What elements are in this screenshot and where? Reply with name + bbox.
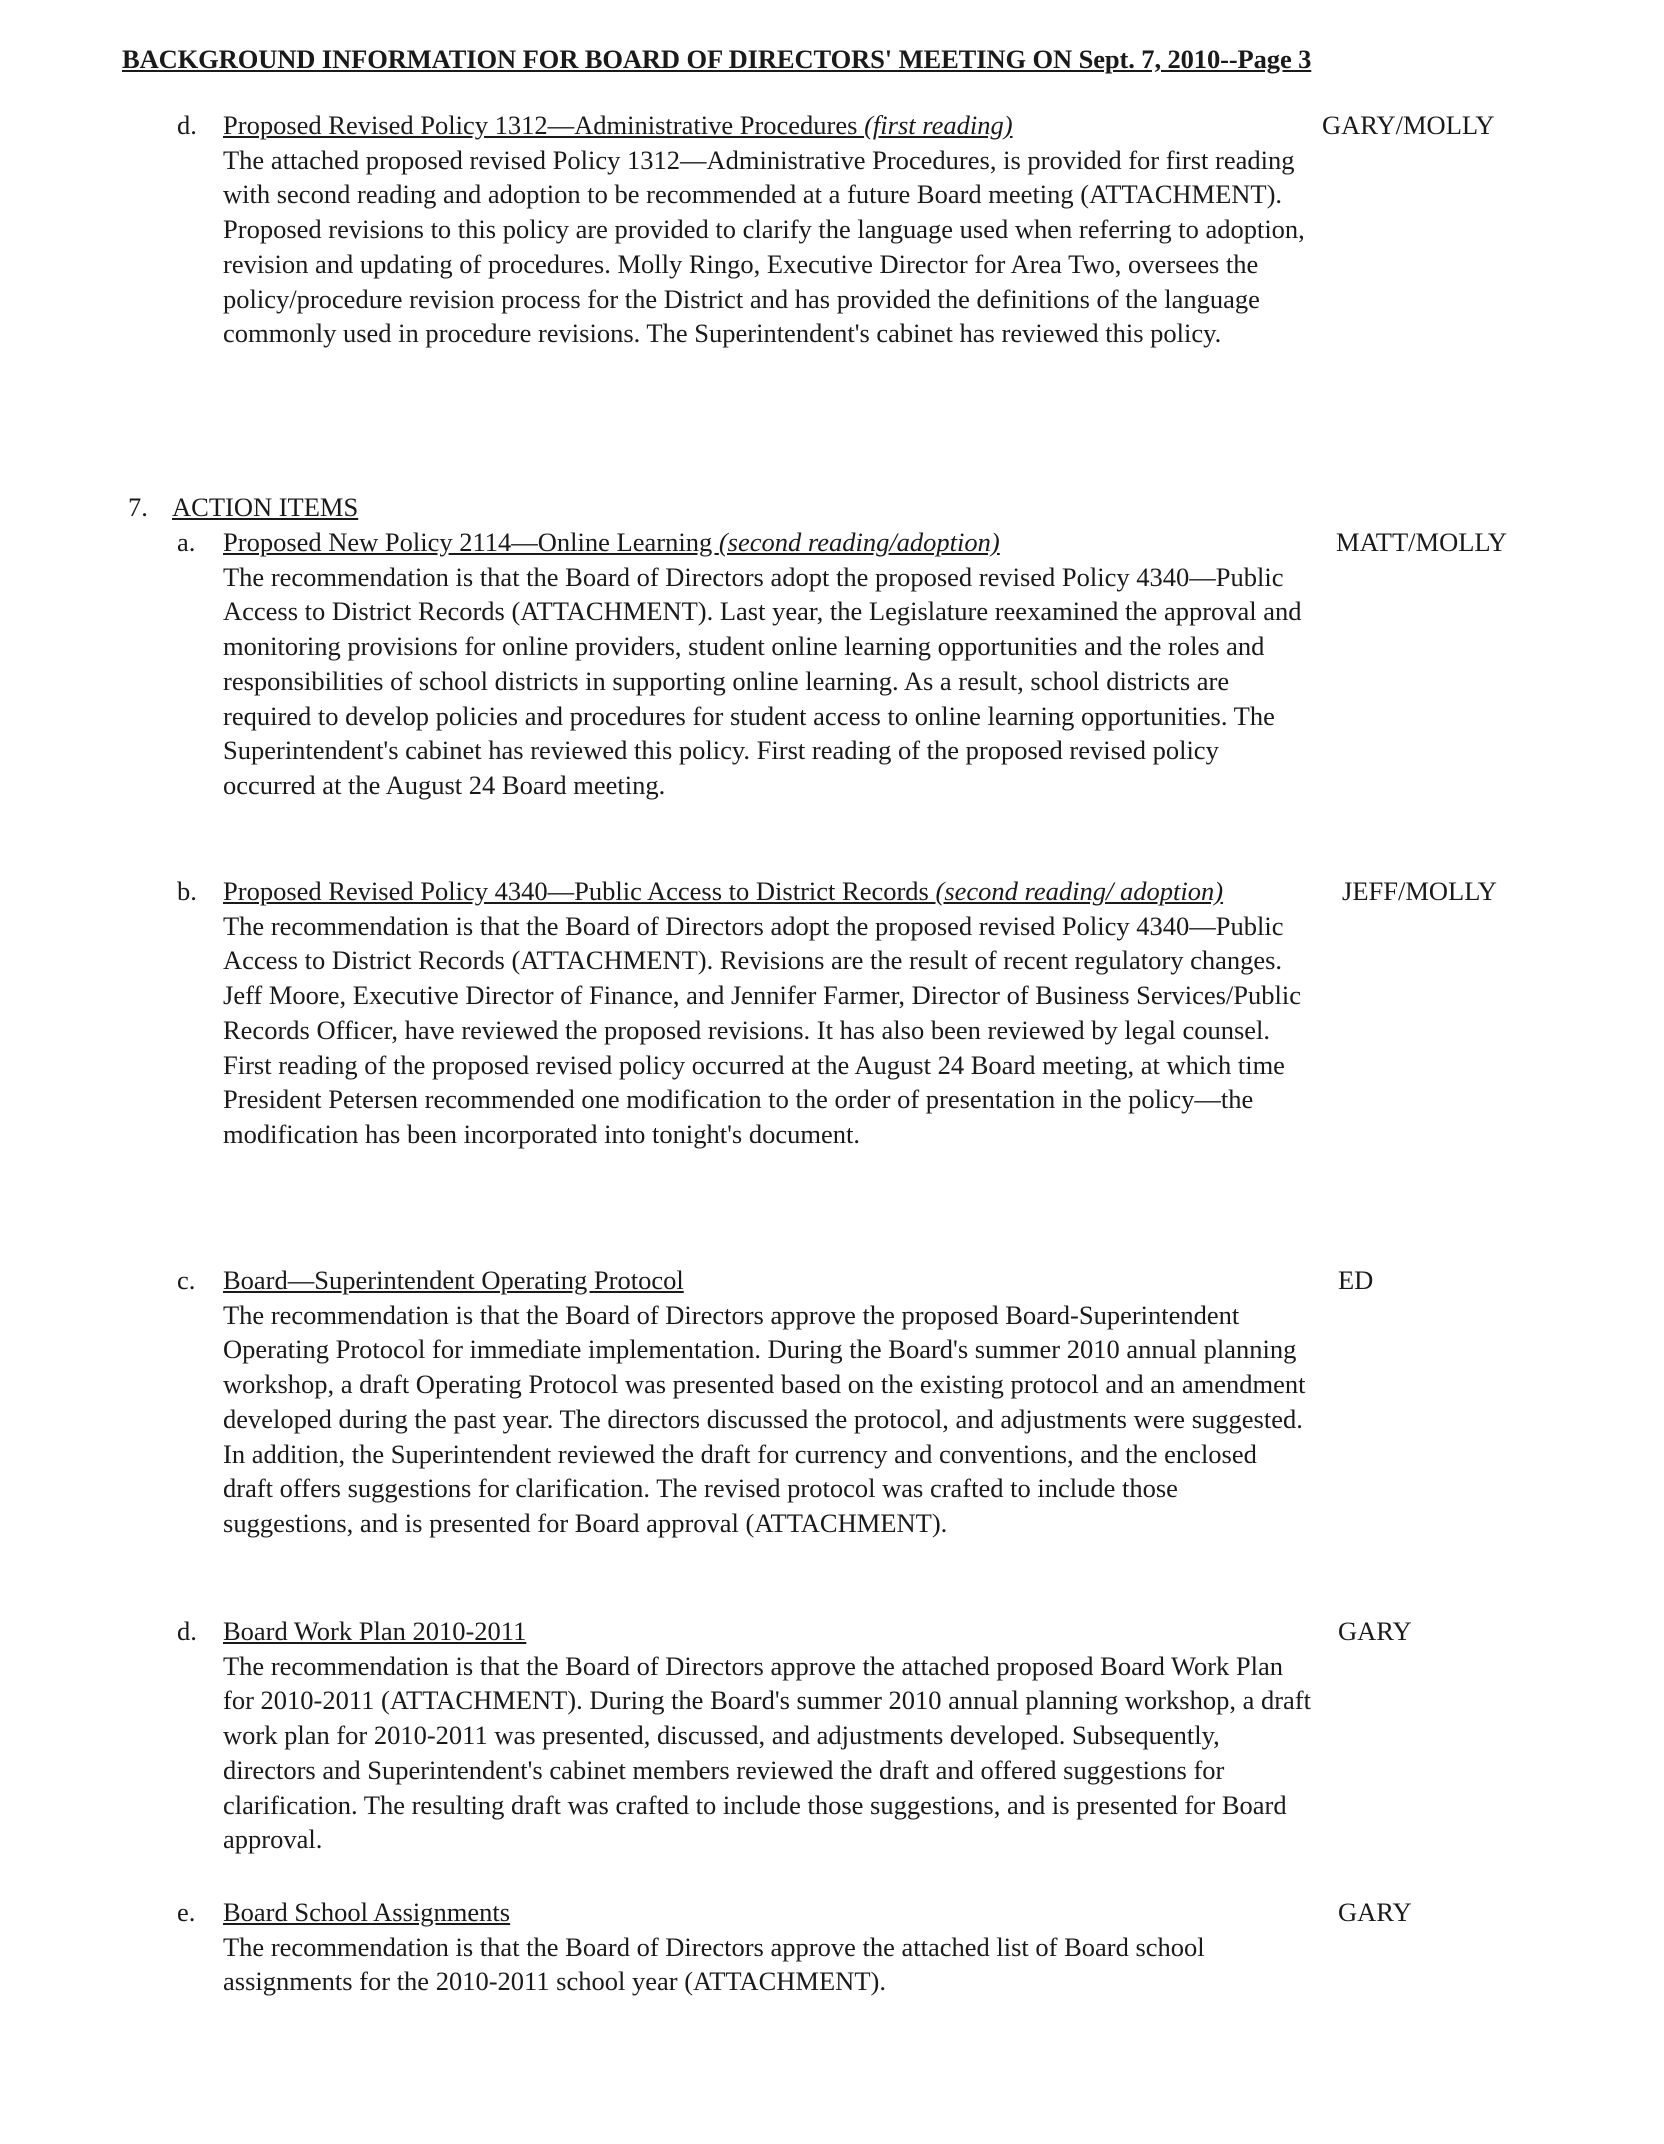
agenda-item-school-assignments	[177, 1895, 1313, 1999]
item-heading	[223, 1614, 1313, 1649]
item-marker: a.	[177, 527, 196, 557]
item-marker: c.	[177, 1265, 196, 1295]
item-marker: b.	[177, 876, 197, 906]
agenda-item-operating-protocol	[177, 1263, 1313, 1541]
item-assignee: MATT/MOLLY	[1336, 527, 1508, 557]
item-assignee: GARY	[1338, 1897, 1412, 1927]
item-heading-note: (second reading/ adoption)	[935, 876, 1224, 906]
item-assignee: JEFF/MOLLY	[1342, 876, 1497, 906]
item-heading	[223, 525, 1313, 560]
page-header: BACKGROUND INFORMATION FOR BOARD OF DIRECTORS' MEETING ON Sept. 7, 2010--Page 3	[122, 44, 1312, 74]
item-heading-note: (second reading/adoption)	[718, 527, 1000, 557]
item-body: The recommendation is that the Board of Directors adopt the proposed revised Policy 4340—Public Access to District Records (ATTACHMENT). Revisions are the result of recent regulatory changes. Jeff Moore, Executive Director of Finance, and Jennifer Farmer, Director of Business Services/Public Records Officer, have reviewed the proposed revisions. It has also been reviewed by legal counsel. First reading of the proposed revised policy occurred at the August 24 Board meeting, at which time President Petersen recommended one modification to the order of presentation in the policy—the modification has been incorporated into tonight's document.	[223, 910, 1301, 1149]
item-assignee: ED	[1338, 1265, 1374, 1295]
item-assignee: GARY/MOLLY	[1322, 110, 1495, 140]
item-body: The recommendation is that the Board of Directors adopt the proposed revised Policy 4340—Public Access to District Records (ATTACHMENT). Last year, the Legislature reexamined the approval and monitoring provisions for online providers, student online learning opportunities and the roles and responsibilities of school districts in supporting online learning. As a result, school districts are required to develop policies and procedures for student access to online learning opportunities. The Superintendent's cabinet has reviewed this policy. First reading of the proposed revised policy occurred at the August 24 Board meeting.	[223, 561, 1302, 800]
item-marker: d.	[177, 110, 197, 140]
item-marker: d.	[177, 1616, 197, 1646]
item-body: The recommendation is that the Board of Directors approve the attached list of Board school assignments for the 2010-2011 school year (ATTACHMENT).	[223, 1931, 1205, 1997]
item-body: The recommendation is that the Board of Directors approve the proposed Board-Superintendent Operating Protocol for immediate implementation. During the Board's summer 2010 annual planning workshop, a draft Operating Protocol was presented based on the existing protocol and an amendment developed during the past year. The directors discussed the protocol, and adjustments were suggested. In addition, the Superintendent reviewed the draft for currency and conventions, and the enclosed draft offers suggestions for clarification. The revised protocol was crafted to include those suggestions, and is presented for Board approval (ATTACHMENT).	[223, 1299, 1306, 1538]
item-heading-title: Proposed Revised Policy 1312—Administrative Procedures	[223, 110, 865, 140]
agenda-item-work-plan	[177, 1614, 1313, 1857]
item-heading-title: Board School Assignments	[223, 1897, 511, 1927]
item-heading-title: Proposed New Policy 2114—Online Learning	[223, 527, 719, 557]
item-heading	[223, 874, 1263, 909]
agenda-item-policy-4340	[177, 874, 1313, 1152]
section-heading	[128, 490, 358, 525]
item-heading-title: Board Work Plan 2010-2011	[223, 1616, 527, 1646]
agenda-item-policy-1312	[177, 108, 1313, 351]
item-heading	[223, 1263, 1313, 1298]
item-assignee: GARY	[1338, 1616, 1412, 1646]
item-heading	[223, 108, 1313, 143]
agenda-item-policy-2114	[177, 525, 1313, 803]
item-body: The recommendation is that the Board of Directors approve the attached proposed Board Work Plan for 2010-2011 (ATTACHMENT). During the Board's summer 2010 annual planning workshop, a draft work plan for 2010-2011 was presented, discussed, and adjustments developed. Subsequently, directors and Superintendent's cabinet members reviewed the draft and offered suggestions for clarification. The resulting draft was crafted to include those suggestions, and is presented for Board approval.	[223, 1650, 1311, 1855]
item-body: The attached proposed revised Policy 1312—Administrative Procedures, is provided for first reading with second reading and adoption to be recommended at a future Board meeting (ATTACHMENT). Proposed revisions to this policy are provided to clarify the language used when referring to adoption, revision and updating of procedures. Molly Ringo, Executive Director for Area Two, oversees the policy/procedure revision process for the District and has provided the definitions of the language commonly used in procedure revisions. The Superintendent's cabinet has reviewed this policy.	[223, 144, 1305, 349]
item-heading-title: Board—Superintendent Operating Protocol	[223, 1265, 684, 1295]
item-heading-title: Proposed Revised Policy 4340—Public Access to District Records	[223, 876, 936, 906]
item-heading	[223, 1895, 1313, 1930]
section-number: 7.	[128, 492, 148, 522]
item-marker: e.	[177, 1897, 196, 1927]
section-title: ACTION ITEMS	[172, 492, 359, 522]
item-heading-note: (first reading)	[864, 110, 1013, 140]
